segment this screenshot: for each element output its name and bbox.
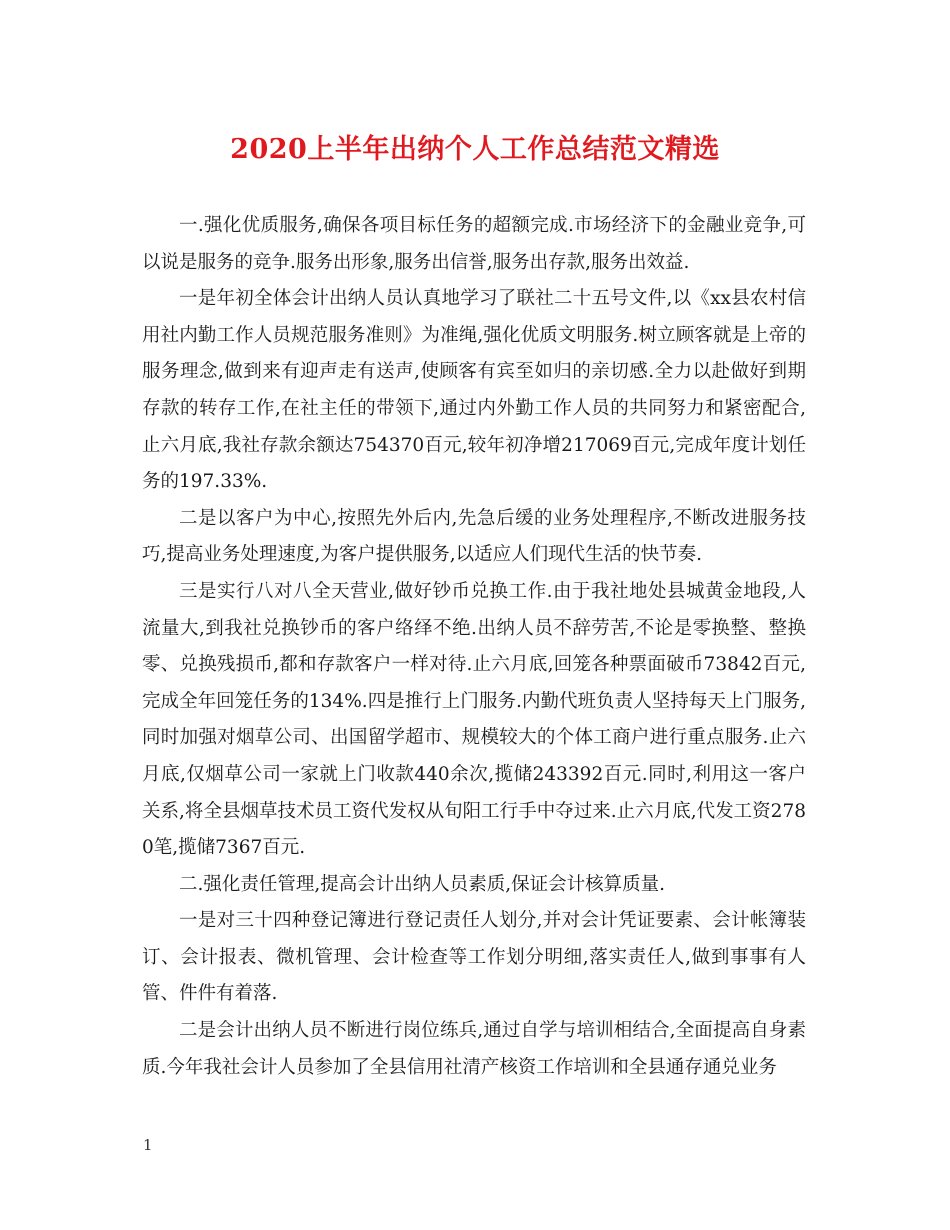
- paragraph-item-2: 二是以客户为中心,按照先外后内,先急后缓的业务处理程序,不断改进服务技巧,提高业务处理速度,为客户提供服务,以适应人们现代生活的快节奏.: [142, 507, 806, 566]
- paragraph-item-1: 一是年初全体会计出纳人员认真地学习了联社二十五号文件,以《xx县农村信用社内勤工作人员规范服务准则》为准绳,强化优质文明服务.树立顾客就是上帝的服务理念,做到来有迎声走有送声,使顾客有宾至如归的亲切感.全力以赴做好到期存款的转存工作,在社主任的带领下,通过内外勤工作人员的共同努力和紧密配合,止六月底,我社存款余额达754370百元,较年初净增217069百元,完成年度计划任务的197.33%.: [142, 288, 806, 493]
- document-title: 2020上半年出纳个人工作总结范文精选: [230, 134, 720, 165]
- document-body: [142, 208, 806, 1086]
- paragraph-item-3: 三是实行八对八全天营业,做好钞币兑换工作.由于我社地处县城黄金地段,人流量大,到我社兑换钞币的客户络绎不绝.出纳人员不辞劳苦,不论是零换整、整换零、兑换残损币,都和存款客户一样对待.止六月底,回笼各种票面破币73842百元,完成全年回笼任务的134%.四是推行上门服务.内勤代班负责人坚持每天上门服务,同时加强对烟草公司、出国留学超市、规模较大的个体工商户进行重点服务.止六月底,仅烟草公司一家就上门收款440余次,揽储243392百元.同时,利用这一客户关系,将全县烟草技术员工资代发权从旬阳工行手中夺过来.止六月底,代发工资2780笔,揽储7367百元.: [142, 580, 806, 859]
- paragraph-section-1-heading: 一.强化优质服务,确保各项目标任务的超额完成.市场经济下的金融业竞争,可以说是服务的竞争.服务出形象,服务出信誉,服务出存款,服务出效益.: [142, 215, 806, 273]
- paragraph-item-5: 二是会计出纳人员不断进行岗位练兵,通过自学与培训相结合,全面提高自身素质.今年我社会计人员参加了全县信用社清产核资工作培训和全县通存通兑业务: [142, 1020, 806, 1078]
- paragraph-section-2-heading: 二.强化责任管理,提高会计出纳人员素质,保证会计核算质量.: [179, 873, 666, 895]
- paragraph-item-4: 一是对三十四种登记簿进行登记责任人划分,并对会计凭证要素、会计帐簿装订、会计报表、微机管理、会计检查等工作划分明细,落实责任人,做到事事有人管、件件有着落.: [142, 910, 806, 1005]
- page-number: 1: [143, 1136, 153, 1154]
